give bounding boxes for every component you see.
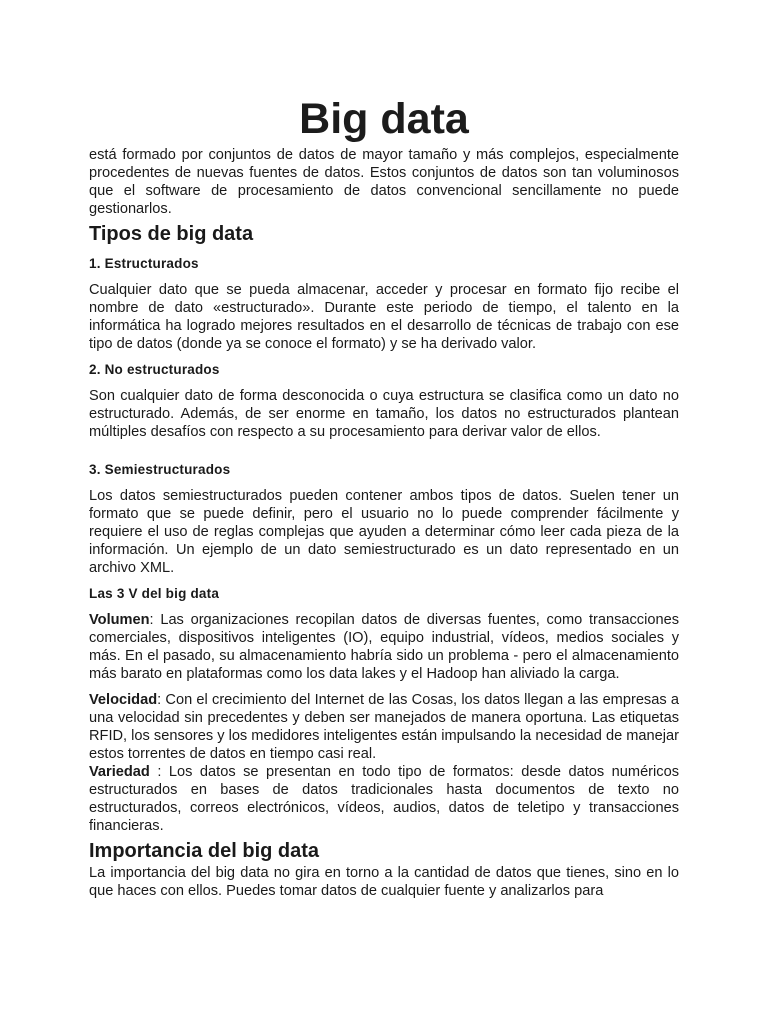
text-velocidad: : Con el crecimiento del Internet de las Cosas, los datos llegan a las empresas a una velocidad sin precedentes y deben ser manejados de manera oportuna. Las etiquetas RFID, los sensores y los medidores inteligentes están impulsando la necesidad de manejar estos torrentes de datos en tiempo casi real. — [89, 692, 679, 762]
paragraph-importancia: La importancia del big data no gira en torno a la cantidad de datos que tienes, sino en lo que haces con ellos. Puedes tomar datos de cualquier fuente y analizarlos para — [89, 865, 679, 899]
paragraph-volumen — [89, 611, 679, 683]
paragraph-variedad — [89, 763, 679, 835]
term-variedad: Variedad — [89, 764, 150, 780]
heading-no-estructurados: 2. No estructurados — [89, 362, 220, 377]
paragraph-estructurados: Cualquier dato que se pueda almacenar, acceder y procesar en formato fijo recibe el nombre de dato «estructurado». Durante este periodo de tiempo, el talento en la informática ha logrado mejores resultados en el desarrollo de técnicas de trabajo con ese tipo de datos (donde ya se conoce el formato) y se ha derivado valor. — [89, 282, 679, 352]
document-page — [89, 92, 679, 900]
heading-semiestructurados: 3. Semiestructurados — [89, 462, 231, 477]
term-volumen: Volumen — [89, 612, 150, 628]
intro-paragraph: está formado por conjuntos de datos de mayor tamaño y más complejos, especialmente procedentes de nuevas fuentes de datos. Estos conjuntos de datos son tan voluminosos que el software de procesamiento de datos convencional sencillamente no puede gestionarlos. — [89, 147, 679, 217]
paragraph-semiestructurados: Los datos semiestructurados pueden contener ambos tipos de datos. Suelen tener un formato que se puede definir, pero el usuario no lo puede comprender fácilmente y requiere el uso de reglas complejas que ayuden a determinar cómo leer cada pieza de la información. Un ejemplo de un dato semiestructurado es un dato representado en un archivo XML. — [89, 488, 679, 576]
text-volumen: : Las organizaciones recopilan datos de diversas fuentes, como transacciones comerciales, dispositivos inteligentes (IO), equipo industrial, vídeos, medios sociales y más. En el pasado, su almacenamiento habría sido un problema - pero el almacenamiento más barato en plataformas como los data lakes y el Hadoop han aliviado la carga. — [89, 612, 679, 682]
heading-3v: Las 3 V del big data — [89, 586, 220, 601]
page-title: Big data — [299, 95, 469, 143]
term-velocidad: Velocidad — [89, 692, 158, 708]
heading-estructurados: 1. Estructurados — [89, 256, 199, 271]
paragraph-velocidad — [89, 691, 679, 763]
paragraph-no-estructurados: Son cualquier dato de forma desconocida o cuya estructura se clasifica como un dato no estructurado. Además, de ser enorme en tamaño, los datos no estructurados plantean múltiples desafíos con respecto a su procesamiento para derivar valor de ellos. — [89, 388, 679, 440]
heading-tipos: Tipos de big data — [89, 223, 254, 245]
heading-importancia: Importancia del big data — [89, 840, 320, 862]
text-variedad: : Los datos se presentan en todo tipo de formatos: desde datos numéricos estructurados en bases de datos tradicionales hasta documentos de texto no estructurados, correos electrónicos, vídeos, audios, datos de teletipo y transacciones financieras. — [89, 764, 679, 834]
